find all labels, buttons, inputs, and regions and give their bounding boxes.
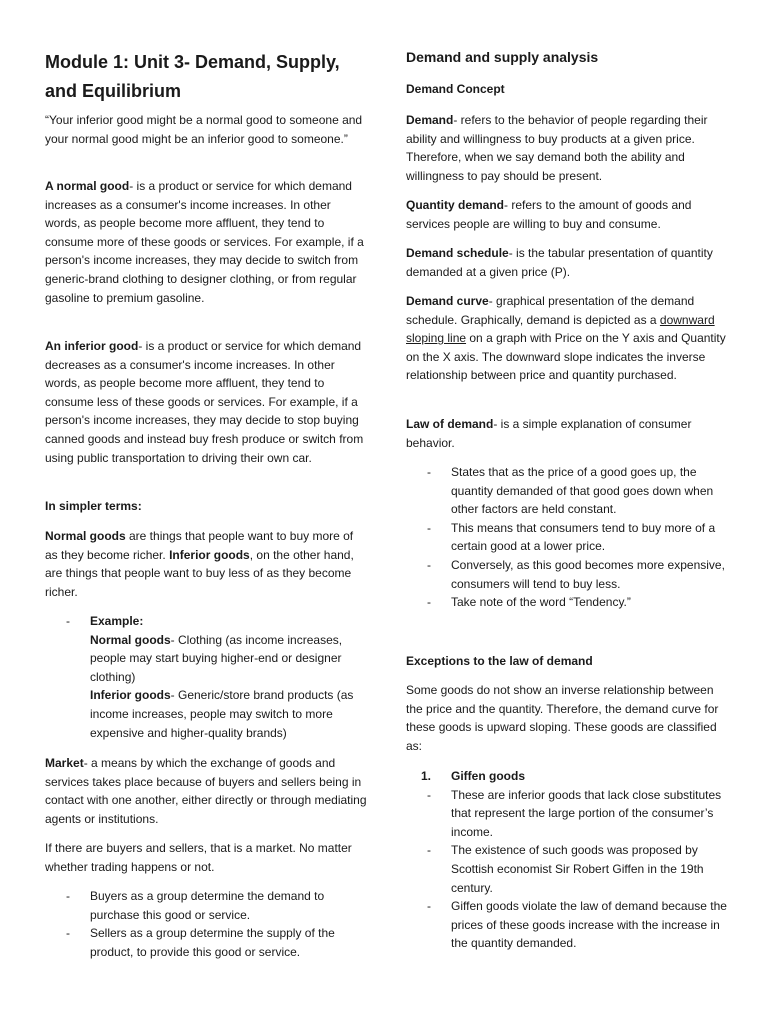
demand-paragraph — [406, 111, 728, 185]
giffen-block — [406, 767, 728, 953]
if-buyers-paragraph: If there are buyers and sellers, that is a market. No matter whether trading happens or not. — [45, 841, 352, 874]
exceptions-paragraph: Some goods do not show an inverse relationship between the price and the quantity. Therefore, the demand curve for these goods is upward sloping. These goods are classified as: — [406, 683, 719, 753]
normal-good-paragraph — [45, 177, 367, 307]
market-text: - a means by which the exchange of goods and services takes place because of buyers and sellers being in contact with one another, either directly or through mediating agents or institutions. — [45, 756, 367, 826]
market-term: Market — [45, 756, 84, 770]
example-normal-text: - Clothing (as income increases, people may start buying higher-end or designer clothing) — [90, 632, 343, 684]
demand-curve-text-2: on a graph with Price on the Y axis and Quantity on the X axis. The downward slope indicates the inverse relationship between price and quantity purchased. — [406, 331, 726, 383]
inferior-good-paragraph — [45, 337, 367, 467]
market-bullets — [45, 887, 367, 961]
example-block — [45, 612, 367, 742]
example-item — [45, 612, 367, 742]
list-item: - The existence of such goods was proposed by Scottish economist Sir Robert Giffen in the 19th century. — [406, 841, 728, 897]
list-item: - This means that consumers tend to buy more of a certain good at a lower price. — [406, 519, 728, 556]
section-heading: Demand and supply analysis — [406, 49, 599, 65]
inferior-good-term: An inferior good — [45, 339, 139, 353]
inferior-goods-term: Inferior goods — [169, 547, 250, 562]
law-of-demand-paragraph — [406, 415, 728, 452]
market-paragraph — [45, 754, 367, 828]
quantity-demand-paragraph — [406, 196, 728, 233]
law-bullets — [406, 463, 728, 612]
example-normal-term: Normal goods — [90, 632, 171, 647]
list-item: - These are inferior goods that lack close substitutes that represent the large portion of the consumer’s income. — [406, 786, 728, 842]
normal-goods-term: Normal goods — [45, 529, 126, 543]
exceptions-heading: Exceptions to the law of demand — [406, 654, 593, 668]
example-inferior-term: Inferior goods — [90, 688, 171, 703]
quantity-demand-text: - refers to the amount of goods and services people are willing to buy and consume. — [406, 198, 692, 231]
demand-schedule-term: Demand schedule — [406, 246, 509, 260]
demand-schedule-paragraph — [406, 244, 728, 281]
list-item: - States that as the price of a good goes up, the quantity demanded of that good goes down when other factors are held constant. — [406, 463, 728, 519]
list-item: - Sellers as a group determine the supply of the product, to provide this good or service. — [45, 924, 367, 961]
list-item: - Buyers as a group determine the demand to purchase this good or service. — [45, 887, 367, 924]
list-item: - Take note of the word “Tendency.” — [406, 593, 728, 612]
demand-schedule-text: - is the tabular presentation of quantity demanded at a given price (P). — [406, 246, 713, 279]
simpler-text-1: are things that people want to buy more of as they become richer. — [45, 529, 354, 562]
simpler-text-2: , on the other hand, are things that people want to buy less of as they become richer. — [45, 547, 354, 599]
inferior-good-text: - is a product or service for which demand decreases as a consumer's income increases. In other words, as people become more affluent, they tend to consume less of these goods or services. For example, if a person's income increases, they may decide to stop buying canned goods and instead buy fresh produce or switch from using public transportation to driving their own car. — [45, 339, 364, 465]
normal-good-text: - is a product or service for which demand increases as a consumer's income increases. In other words, as people become more affluent, they tend to consume more of these goods or services. For example, if a person's income increases, they may decide to switch from generic-brand clothing to designer clothing, or from regular gasoline to premium gasoline. — [45, 179, 364, 305]
giffen-number: 1. — [421, 769, 432, 783]
simpler-heading: In simpler terms: — [45, 499, 142, 513]
section-subheading: Demand Concept — [406, 82, 505, 96]
list-item: - Conversely, as this good becomes more expensive, consumers will tend to buy less. — [406, 556, 728, 593]
quantity-demand-term: Quantity demand — [406, 198, 505, 212]
law-of-demand-text: - is a simple explanation of consumer behavior. — [406, 417, 692, 450]
downward-sloping-line: downward sloping line — [406, 312, 715, 346]
giffen-label: Giffen goods — [451, 769, 525, 783]
demand-term: Demand — [406, 113, 454, 127]
demand-curve-paragraph — [406, 292, 728, 385]
simpler-paragraph — [45, 527, 367, 601]
demand-text: - refers to the behavior of people regarding their ability and willingness to buy products at a given price. Therefore, when we say demand both the ability and willingness to pay should be present. — [406, 113, 708, 183]
giffen-heading — [406, 767, 728, 786]
example-label: Example: — [90, 614, 144, 628]
law-of-demand-term: Law of demand — [406, 417, 494, 431]
quote: “Your inferior good might be a normal good to someone and your normal good might be an inferior good to someone.” — [45, 113, 363, 146]
example-inferior-text: - Generic/store brand products (as income increases, people may switch to more expensive and higher-quality brands) — [90, 688, 354, 740]
normal-good-term: A normal good — [45, 179, 130, 193]
demand-curve-text-1: - graphical presentation of the demand schedule. Graphically, demand is depicted as a — [406, 294, 695, 327]
module-title: Module 1: Unit 3- Demand, Supply, and Equilibrium — [45, 52, 340, 101]
demand-curve-term: Demand curve — [406, 294, 489, 308]
list-item: - Giffen goods violate the law of demand because the prices of these goods increase with the increase in the quantity demanded. — [406, 897, 728, 953]
